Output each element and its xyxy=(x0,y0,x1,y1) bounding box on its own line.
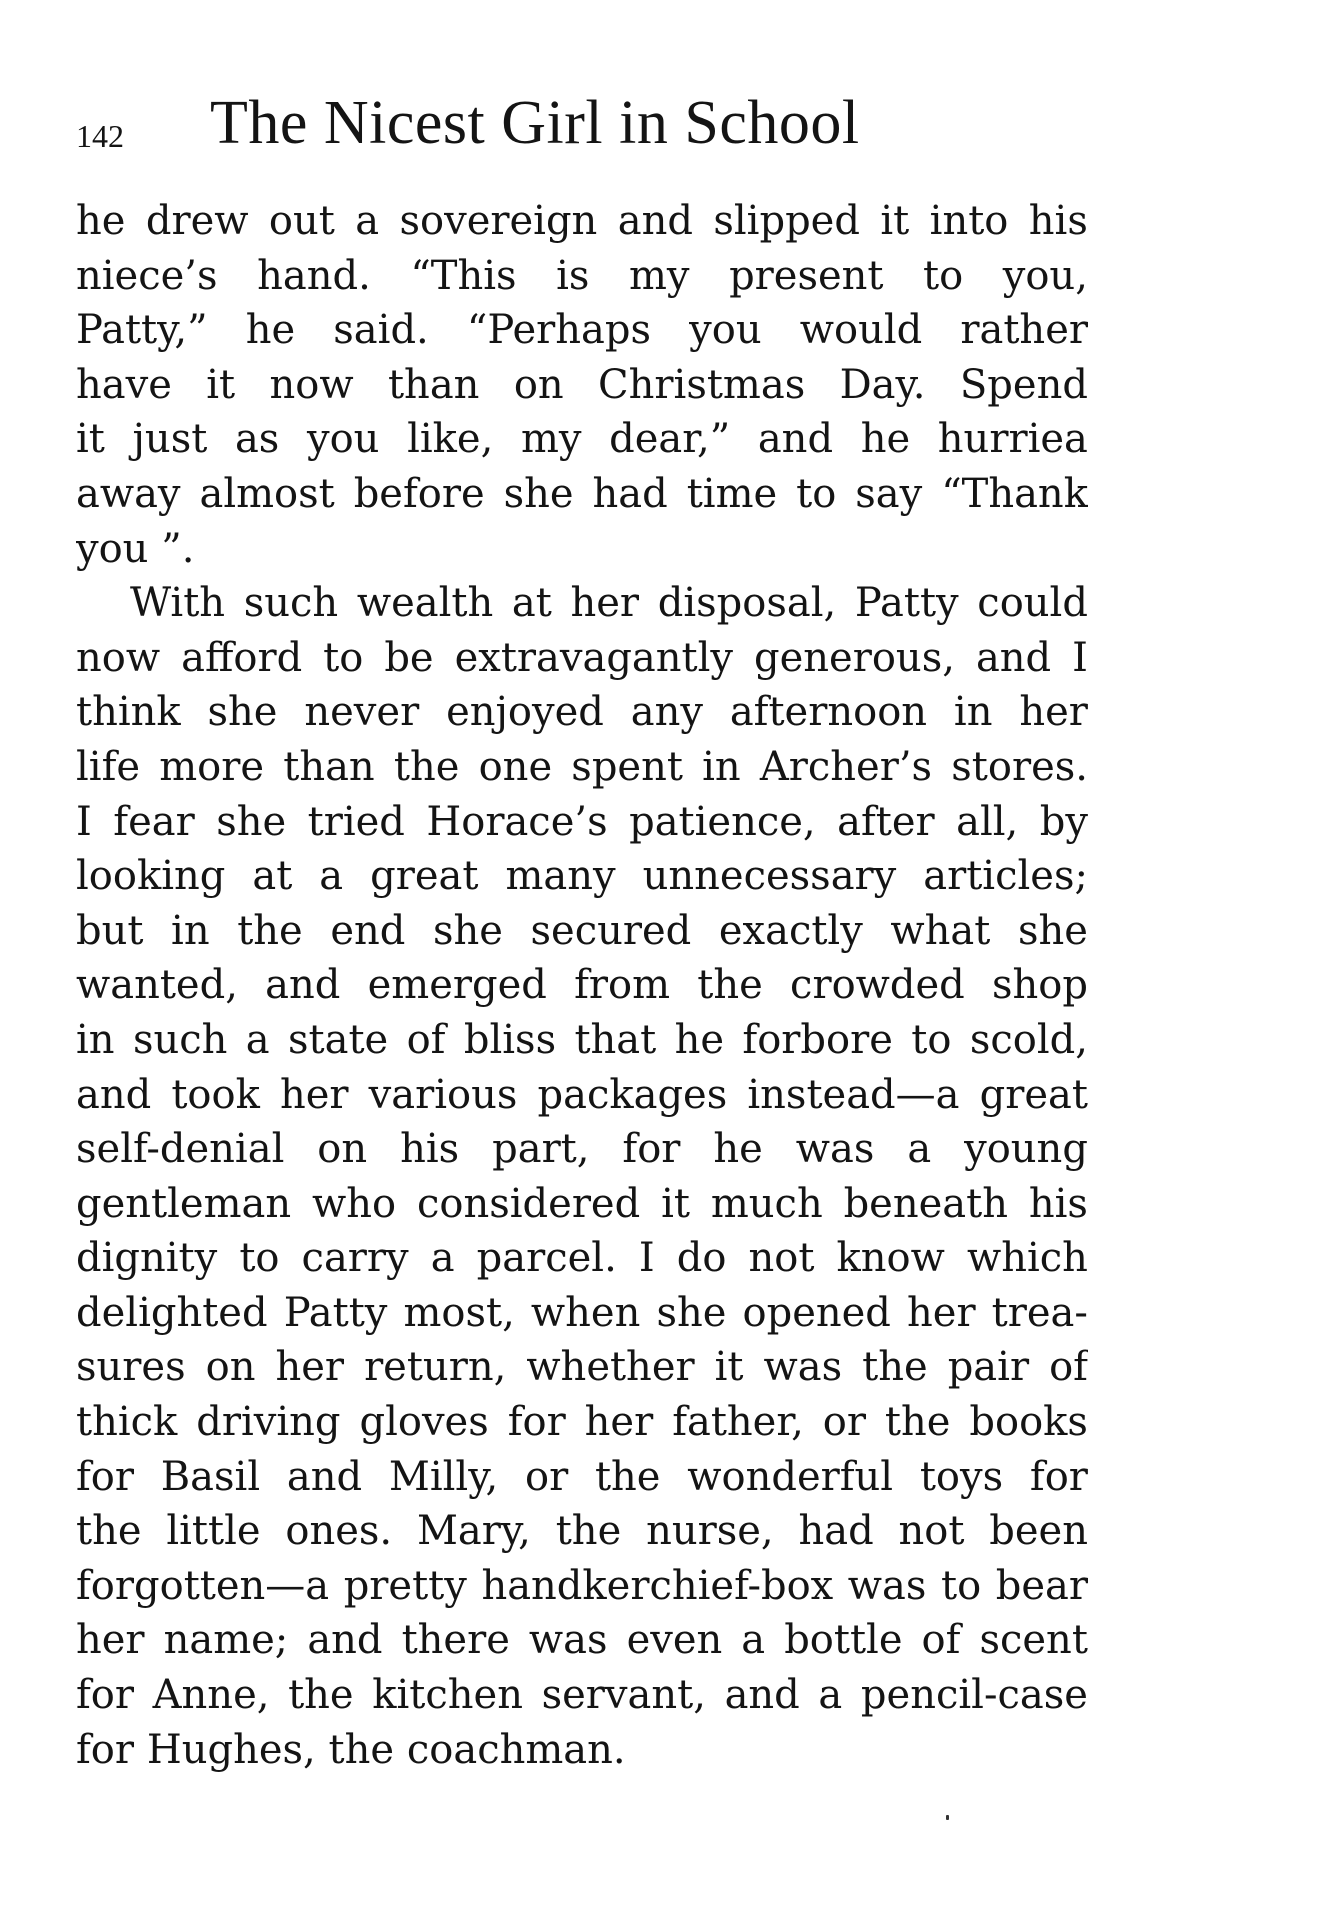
text-line: have it now than on Christmas Day. Spend xyxy=(76,361,1088,408)
text-line: for Basil and Milly, or the wonderful toys for xyxy=(76,1453,1088,1500)
text-line: With such wealth at her disposal, Patty could xyxy=(130,580,1088,627)
text-line: I fear she tried Horace’s patience, after all, by xyxy=(76,798,1088,845)
text-line: for Hughes, the coachman. xyxy=(76,1726,626,1773)
page-number: 142 xyxy=(76,118,124,154)
running-head xyxy=(76,88,1096,158)
text-line: it just as you like, my dear,” and he hurriea xyxy=(76,416,1088,463)
text-line: now afford to be extravagantly generous, and I xyxy=(76,634,1088,681)
text-line: and took her various packages instead—a great xyxy=(76,1071,1088,1118)
text-line: away almost before she had time to say “Thank xyxy=(76,470,1088,517)
text-line: the little ones. Mary, the nurse, had not been xyxy=(76,1508,1088,1555)
running-title: The Nicest Girl in School xyxy=(210,89,860,157)
text-line: thick driving gloves for her father, or the books xyxy=(76,1399,1088,1446)
text-line: Patty,” he said. “Perhaps you would rather xyxy=(76,307,1088,354)
text-line: sures on her return, whether it was the pair of xyxy=(76,1344,1088,1391)
ink-speck xyxy=(946,1815,949,1820)
text-line: forgotten—a pretty handkerchief-box was to bear xyxy=(76,1562,1088,1609)
text-line: delighted Patty most, when she opened her trea- xyxy=(76,1289,1088,1336)
text-line: dignity to carry a parcel. I do not know which xyxy=(76,1235,1088,1282)
text-line: he drew out a sovereign and slipped it into his xyxy=(76,198,1088,244)
text-line: for Anne, the kitchen servant, and a pencil-case xyxy=(76,1672,1088,1719)
text-line: gentleman who considered it much beneath his xyxy=(76,1180,1088,1227)
text-line: her name; and there was even a bottle of scent xyxy=(76,1617,1088,1664)
text-line: in such a state of bliss that he forbore to scold, xyxy=(76,1016,1088,1063)
text-line: looking at a great many unnecessary articles; xyxy=(76,853,1088,900)
paragraph xyxy=(76,576,1088,1777)
text-line: you ”. xyxy=(76,525,195,572)
text-line: but in the end she secured exactly what she xyxy=(76,907,1088,954)
paragraph xyxy=(76,194,1088,576)
text-line: wanted, and emerged from the crowded shop xyxy=(76,962,1088,1009)
text-line: self-denial on his part, for he was a young xyxy=(76,1126,1088,1173)
body-text xyxy=(76,194,1088,1777)
text-line: life more than the one spent in Archer’s stores. xyxy=(76,743,1088,790)
text-line: think she never enjoyed any afternoon in her xyxy=(76,689,1088,736)
text-line: niece’s hand. “This is my present to you, xyxy=(76,252,1088,299)
